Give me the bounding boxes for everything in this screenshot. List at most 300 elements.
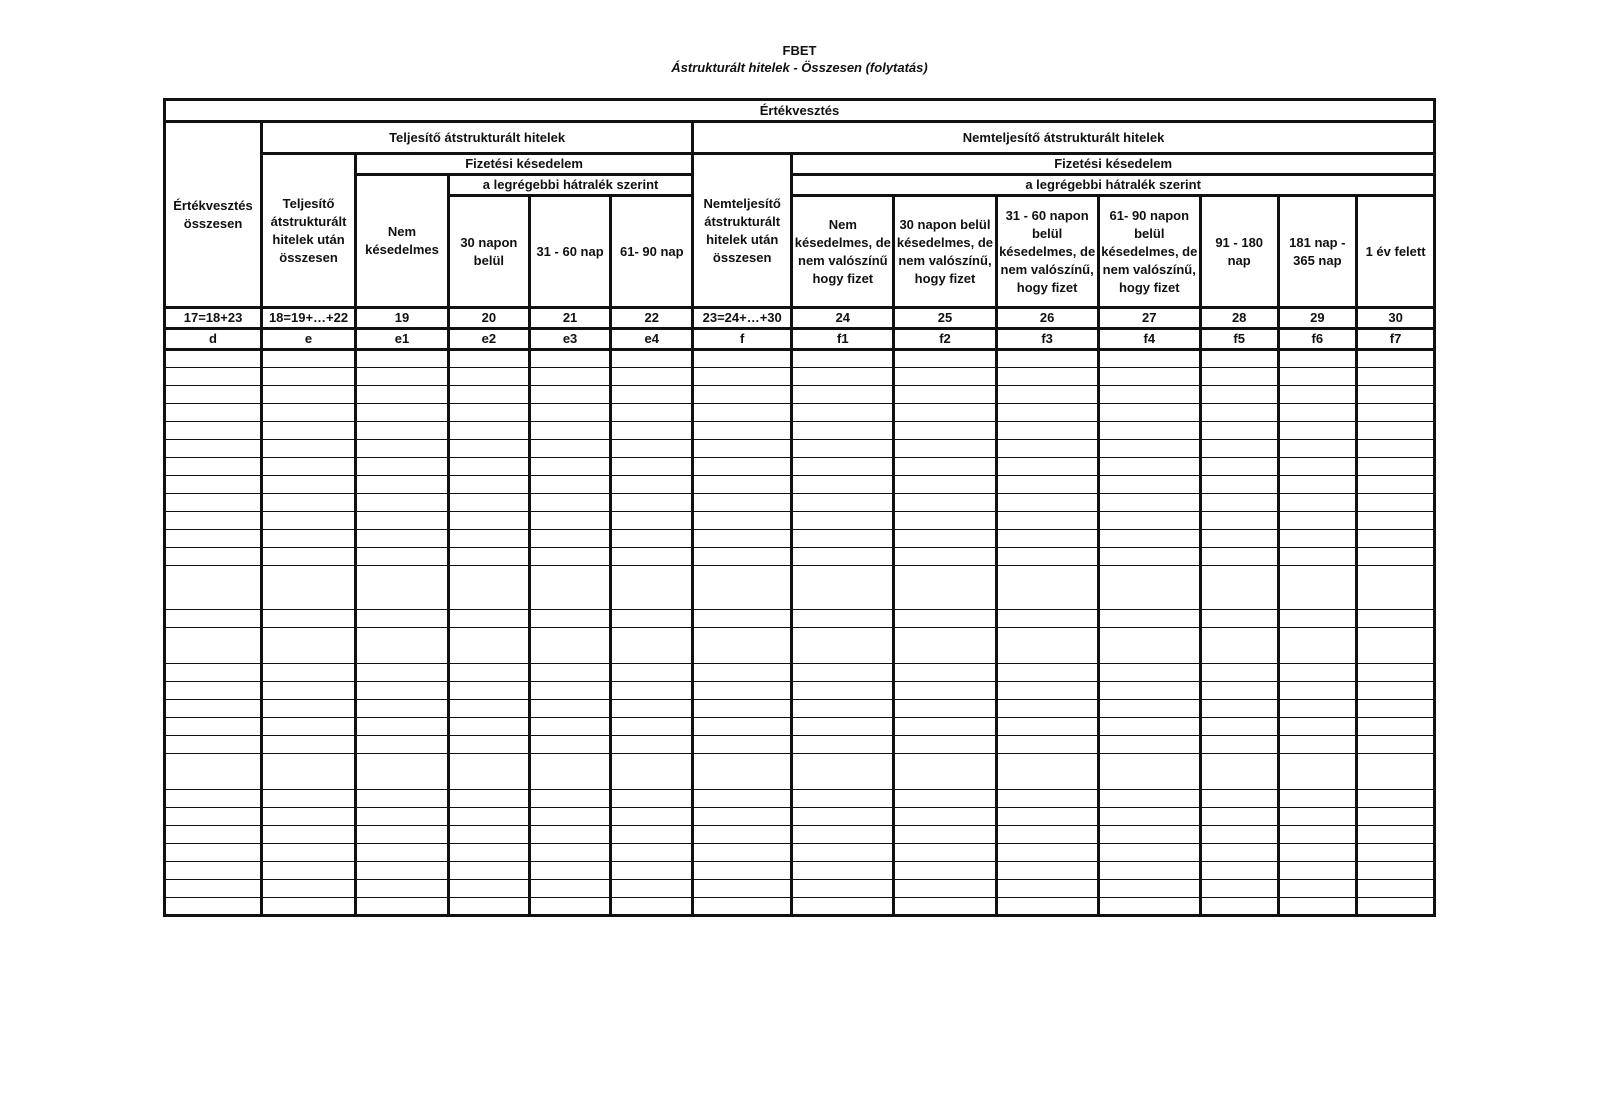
table-cell[interactable] — [449, 862, 530, 880]
table-cell[interactable] — [356, 826, 449, 844]
table-cell[interactable] — [165, 682, 262, 700]
table-cell[interactable] — [894, 862, 996, 880]
table-cell[interactable] — [693, 404, 792, 422]
table-cell[interactable] — [356, 880, 449, 898]
table-cell[interactable] — [1098, 628, 1200, 664]
table-cell[interactable] — [894, 664, 996, 682]
table-cell[interactable] — [611, 718, 693, 736]
table-cell[interactable] — [894, 736, 996, 754]
table-cell[interactable] — [996, 844, 1098, 862]
table-cell[interactable] — [693, 350, 792, 368]
table-cell[interactable] — [894, 754, 996, 790]
table-cell[interactable] — [1357, 422, 1435, 440]
table-cell[interactable] — [1200, 844, 1278, 862]
table-cell[interactable] — [1200, 664, 1278, 682]
table-cell[interactable] — [165, 494, 262, 512]
table-cell[interactable] — [1098, 530, 1200, 548]
table-cell[interactable] — [611, 530, 693, 548]
table-cell[interactable] — [1278, 610, 1357, 628]
table-cell[interactable] — [792, 494, 894, 512]
table-cell[interactable] — [262, 440, 356, 458]
table-cell[interactable] — [356, 610, 449, 628]
table-cell[interactable] — [262, 790, 356, 808]
table-cell[interactable] — [529, 844, 611, 862]
table-cell[interactable] — [1278, 808, 1357, 826]
table-cell[interactable] — [165, 718, 262, 736]
table-cell[interactable] — [449, 440, 530, 458]
table-cell[interactable] — [356, 754, 449, 790]
table-cell[interactable] — [262, 664, 356, 682]
table-cell[interactable] — [165, 628, 262, 664]
table-cell[interactable] — [1098, 422, 1200, 440]
table-cell[interactable] — [356, 350, 449, 368]
table-cell[interactable] — [1357, 386, 1435, 404]
table-cell[interactable] — [693, 826, 792, 844]
table-cell[interactable] — [529, 610, 611, 628]
table-cell[interactable] — [356, 440, 449, 458]
table-cell[interactable] — [1200, 898, 1278, 916]
table-cell[interactable] — [262, 862, 356, 880]
table-cell[interactable] — [262, 718, 356, 736]
table-cell[interactable] — [1200, 476, 1278, 494]
table-cell[interactable] — [165, 844, 262, 862]
table-cell[interactable] — [356, 566, 449, 610]
table-cell[interactable] — [1278, 422, 1357, 440]
table-cell[interactable] — [262, 458, 356, 476]
table-cell[interactable] — [356, 512, 449, 530]
table-cell[interactable] — [1098, 790, 1200, 808]
table-cell[interactable] — [1278, 404, 1357, 422]
table-cell[interactable] — [1357, 610, 1435, 628]
table-cell[interactable] — [1098, 404, 1200, 422]
table-cell[interactable] — [611, 736, 693, 754]
table-cell[interactable] — [1357, 530, 1435, 548]
table-cell[interactable] — [611, 440, 693, 458]
table-cell[interactable] — [1357, 494, 1435, 512]
table-cell[interactable] — [792, 422, 894, 440]
table-cell[interactable] — [529, 754, 611, 790]
table-cell[interactable] — [894, 898, 996, 916]
table-cell[interactable] — [262, 880, 356, 898]
table-cell[interactable] — [1200, 754, 1278, 790]
table-cell[interactable] — [449, 664, 530, 682]
table-cell[interactable] — [611, 548, 693, 566]
table-cell[interactable] — [262, 682, 356, 700]
table-cell[interactable] — [1098, 664, 1200, 682]
table-cell[interactable] — [529, 736, 611, 754]
table-cell[interactable] — [1200, 512, 1278, 530]
table-cell[interactable] — [1098, 754, 1200, 790]
table-cell[interactable] — [1278, 790, 1357, 808]
table-cell[interactable] — [356, 790, 449, 808]
table-cell[interactable] — [356, 494, 449, 512]
table-cell[interactable] — [792, 790, 894, 808]
table-cell[interactable] — [611, 458, 693, 476]
table-cell[interactable] — [996, 512, 1098, 530]
table-cell[interactable] — [693, 736, 792, 754]
table-cell[interactable] — [792, 826, 894, 844]
table-cell[interactable] — [356, 700, 449, 718]
table-cell[interactable] — [611, 808, 693, 826]
table-cell[interactable] — [894, 512, 996, 530]
table-cell[interactable] — [262, 548, 356, 566]
table-cell[interactable] — [165, 790, 262, 808]
table-cell[interactable] — [611, 682, 693, 700]
table-cell[interactable] — [996, 368, 1098, 386]
table-cell[interactable] — [165, 404, 262, 422]
table-cell[interactable] — [529, 790, 611, 808]
table-cell[interactable] — [1357, 476, 1435, 494]
table-cell[interactable] — [792, 736, 894, 754]
table-cell[interactable] — [356, 404, 449, 422]
table-cell[interactable] — [894, 422, 996, 440]
table-cell[interactable] — [529, 530, 611, 548]
table-cell[interactable] — [693, 530, 792, 548]
table-cell[interactable] — [262, 610, 356, 628]
table-cell[interactable] — [356, 530, 449, 548]
table-cell[interactable] — [894, 844, 996, 862]
table-cell[interactable] — [356, 386, 449, 404]
table-cell[interactable] — [996, 530, 1098, 548]
table-cell[interactable] — [611, 826, 693, 844]
table-cell[interactable] — [1200, 494, 1278, 512]
table-cell[interactable] — [1278, 548, 1357, 566]
table-cell[interactable] — [1200, 440, 1278, 458]
table-cell[interactable] — [693, 718, 792, 736]
table-cell[interactable] — [1200, 628, 1278, 664]
table-cell[interactable] — [356, 368, 449, 386]
table-cell[interactable] — [449, 880, 530, 898]
table-cell[interactable] — [996, 808, 1098, 826]
table-cell[interactable] — [792, 404, 894, 422]
table-cell[interactable] — [165, 440, 262, 458]
table-cell[interactable] — [529, 880, 611, 898]
table-cell[interactable] — [262, 628, 356, 664]
table-cell[interactable] — [1357, 368, 1435, 386]
table-cell[interactable] — [611, 754, 693, 790]
table-cell[interactable] — [1357, 754, 1435, 790]
table-cell[interactable] — [792, 548, 894, 566]
table-cell[interactable] — [449, 422, 530, 440]
table-cell[interactable] — [1357, 844, 1435, 862]
table-cell[interactable] — [693, 664, 792, 682]
table-cell[interactable] — [262, 754, 356, 790]
table-cell[interactable] — [449, 736, 530, 754]
table-cell[interactable] — [693, 476, 792, 494]
table-cell[interactable] — [1098, 548, 1200, 566]
table-cell[interactable] — [356, 422, 449, 440]
table-cell[interactable] — [693, 790, 792, 808]
table-cell[interactable] — [792, 718, 894, 736]
table-cell[interactable] — [1278, 476, 1357, 494]
table-cell[interactable] — [1200, 530, 1278, 548]
table-cell[interactable] — [165, 350, 262, 368]
table-cell[interactable] — [449, 530, 530, 548]
table-cell[interactable] — [529, 664, 611, 682]
table-cell[interactable] — [1200, 790, 1278, 808]
table-cell[interactable] — [1098, 718, 1200, 736]
table-cell[interactable] — [894, 350, 996, 368]
table-cell[interactable] — [1278, 736, 1357, 754]
table-cell[interactable] — [693, 494, 792, 512]
table-cell[interactable] — [165, 548, 262, 566]
table-cell[interactable] — [996, 476, 1098, 494]
table-cell[interactable] — [262, 898, 356, 916]
table-cell[interactable] — [996, 736, 1098, 754]
table-cell[interactable] — [529, 422, 611, 440]
table-cell[interactable] — [611, 422, 693, 440]
table-cell[interactable] — [1200, 736, 1278, 754]
table-cell[interactable] — [894, 790, 996, 808]
table-cell[interactable] — [529, 404, 611, 422]
table-cell[interactable] — [611, 350, 693, 368]
table-cell[interactable] — [449, 386, 530, 404]
table-cell[interactable] — [611, 880, 693, 898]
table-cell[interactable] — [449, 476, 530, 494]
table-cell[interactable] — [996, 790, 1098, 808]
table-cell[interactable] — [1098, 494, 1200, 512]
table-cell[interactable] — [1278, 494, 1357, 512]
table-cell[interactable] — [529, 628, 611, 664]
table-cell[interactable] — [611, 494, 693, 512]
table-cell[interactable] — [1098, 844, 1200, 862]
table-cell[interactable] — [996, 826, 1098, 844]
table-cell[interactable] — [1098, 350, 1200, 368]
table-cell[interactable] — [529, 898, 611, 916]
table-cell[interactable] — [1098, 862, 1200, 880]
table-cell[interactable] — [792, 386, 894, 404]
table-cell[interactable] — [165, 808, 262, 826]
table-cell[interactable] — [792, 350, 894, 368]
table-cell[interactable] — [1098, 880, 1200, 898]
table-cell[interactable] — [529, 494, 611, 512]
table-cell[interactable] — [611, 844, 693, 862]
table-cell[interactable] — [792, 368, 894, 386]
table-cell[interactable] — [262, 808, 356, 826]
table-cell[interactable] — [1278, 700, 1357, 718]
table-cell[interactable] — [693, 682, 792, 700]
table-cell[interactable] — [449, 628, 530, 664]
table-cell[interactable] — [996, 898, 1098, 916]
table-cell[interactable] — [894, 700, 996, 718]
table-cell[interactable] — [529, 476, 611, 494]
table-cell[interactable] — [1357, 700, 1435, 718]
table-cell[interactable] — [449, 548, 530, 566]
table-cell[interactable] — [1357, 898, 1435, 916]
table-cell[interactable] — [693, 610, 792, 628]
table-cell[interactable] — [1278, 880, 1357, 898]
table-cell[interactable] — [611, 862, 693, 880]
table-cell[interactable] — [1278, 898, 1357, 916]
table-cell[interactable] — [1278, 368, 1357, 386]
table-cell[interactable] — [1200, 610, 1278, 628]
table-cell[interactable] — [792, 700, 894, 718]
table-cell[interactable] — [611, 790, 693, 808]
table-cell[interactable] — [1278, 512, 1357, 530]
table-cell[interactable] — [611, 700, 693, 718]
table-cell[interactable] — [529, 512, 611, 530]
table-cell[interactable] — [262, 566, 356, 610]
table-cell[interactable] — [693, 548, 792, 566]
table-cell[interactable] — [356, 476, 449, 494]
table-cell[interactable] — [894, 566, 996, 610]
table-cell[interactable] — [996, 610, 1098, 628]
table-cell[interactable] — [165, 754, 262, 790]
table-cell[interactable] — [894, 476, 996, 494]
table-cell[interactable] — [996, 700, 1098, 718]
table-cell[interactable] — [611, 368, 693, 386]
table-cell[interactable] — [449, 700, 530, 718]
table-cell[interactable] — [693, 440, 792, 458]
table-cell[interactable] — [792, 808, 894, 826]
table-cell[interactable] — [165, 880, 262, 898]
table-cell[interactable] — [1200, 862, 1278, 880]
table-cell[interactable] — [792, 844, 894, 862]
table-cell[interactable] — [792, 566, 894, 610]
table-cell[interactable] — [165, 476, 262, 494]
table-cell[interactable] — [693, 844, 792, 862]
table-cell[interactable] — [1098, 512, 1200, 530]
table-cell[interactable] — [894, 368, 996, 386]
table-cell[interactable] — [611, 628, 693, 664]
table-cell[interactable] — [1357, 628, 1435, 664]
table-cell[interactable] — [449, 566, 530, 610]
table-cell[interactable] — [1200, 458, 1278, 476]
table-cell[interactable] — [449, 512, 530, 530]
table-cell[interactable] — [262, 844, 356, 862]
table-cell[interactable] — [529, 458, 611, 476]
table-cell[interactable] — [996, 404, 1098, 422]
table-cell[interactable] — [449, 754, 530, 790]
table-cell[interactable] — [894, 458, 996, 476]
table-cell[interactable] — [1200, 386, 1278, 404]
table-cell[interactable] — [449, 682, 530, 700]
table-cell[interactable] — [1357, 404, 1435, 422]
table-cell[interactable] — [1357, 790, 1435, 808]
table-cell[interactable] — [165, 386, 262, 404]
table-cell[interactable] — [792, 530, 894, 548]
table-cell[interactable] — [894, 548, 996, 566]
table-cell[interactable] — [1098, 898, 1200, 916]
table-cell[interactable] — [894, 440, 996, 458]
table-cell[interactable] — [262, 476, 356, 494]
table-cell[interactable] — [894, 808, 996, 826]
table-cell[interactable] — [356, 718, 449, 736]
table-cell[interactable] — [529, 440, 611, 458]
table-cell[interactable] — [1200, 548, 1278, 566]
table-cell[interactable] — [1357, 664, 1435, 682]
table-cell[interactable] — [1200, 422, 1278, 440]
table-cell[interactable] — [262, 494, 356, 512]
table-cell[interactable] — [1278, 458, 1357, 476]
table-cell[interactable] — [1278, 664, 1357, 682]
table-cell[interactable] — [529, 826, 611, 844]
table-cell[interactable] — [996, 386, 1098, 404]
table-cell[interactable] — [894, 880, 996, 898]
table-cell[interactable] — [1200, 682, 1278, 700]
table-cell[interactable] — [693, 898, 792, 916]
table-cell[interactable] — [1200, 700, 1278, 718]
table-cell[interactable] — [262, 350, 356, 368]
table-cell[interactable] — [792, 898, 894, 916]
table-cell[interactable] — [693, 368, 792, 386]
table-cell[interactable] — [165, 368, 262, 386]
table-cell[interactable] — [611, 664, 693, 682]
table-cell[interactable] — [1278, 530, 1357, 548]
table-cell[interactable] — [894, 682, 996, 700]
table-cell[interactable] — [1278, 440, 1357, 458]
table-cell[interactable] — [792, 440, 894, 458]
table-cell[interactable] — [262, 826, 356, 844]
table-cell[interactable] — [996, 664, 1098, 682]
table-cell[interactable] — [611, 566, 693, 610]
table-cell[interactable] — [996, 494, 1098, 512]
table-cell[interactable] — [356, 628, 449, 664]
table-cell[interactable] — [1200, 350, 1278, 368]
table-cell[interactable] — [894, 610, 996, 628]
table-cell[interactable] — [996, 566, 1098, 610]
table-cell[interactable] — [165, 458, 262, 476]
table-cell[interactable] — [1098, 368, 1200, 386]
table-cell[interactable] — [165, 664, 262, 682]
table-cell[interactable] — [693, 566, 792, 610]
table-cell[interactable] — [449, 844, 530, 862]
table-cell[interactable] — [165, 530, 262, 548]
table-cell[interactable] — [1357, 440, 1435, 458]
table-cell[interactable] — [262, 404, 356, 422]
table-cell[interactable] — [449, 494, 530, 512]
table-cell[interactable] — [611, 386, 693, 404]
table-cell[interactable] — [996, 628, 1098, 664]
table-cell[interactable] — [792, 512, 894, 530]
table-cell[interactable] — [165, 566, 262, 610]
table-cell[interactable] — [165, 610, 262, 628]
table-cell[interactable] — [529, 548, 611, 566]
table-cell[interactable] — [996, 350, 1098, 368]
table-cell[interactable] — [449, 458, 530, 476]
table-cell[interactable] — [611, 512, 693, 530]
table-cell[interactable] — [792, 880, 894, 898]
table-cell[interactable] — [1278, 566, 1357, 610]
table-cell[interactable] — [356, 548, 449, 566]
table-cell[interactable] — [165, 700, 262, 718]
table-cell[interactable] — [1098, 566, 1200, 610]
table-cell[interactable] — [1200, 566, 1278, 610]
table-cell[interactable] — [996, 754, 1098, 790]
table-cell[interactable] — [693, 880, 792, 898]
table-cell[interactable] — [1098, 808, 1200, 826]
table-cell[interactable] — [611, 404, 693, 422]
table-cell[interactable] — [529, 718, 611, 736]
table-cell[interactable] — [1278, 350, 1357, 368]
table-cell[interactable] — [792, 628, 894, 664]
table-cell[interactable] — [449, 368, 530, 386]
table-cell[interactable] — [693, 808, 792, 826]
table-cell[interactable] — [262, 512, 356, 530]
table-cell[interactable] — [165, 422, 262, 440]
table-cell[interactable] — [894, 494, 996, 512]
table-cell[interactable] — [1098, 458, 1200, 476]
table-cell[interactable] — [529, 386, 611, 404]
table-cell[interactable] — [1200, 826, 1278, 844]
table-cell[interactable] — [611, 476, 693, 494]
table-cell[interactable] — [1357, 566, 1435, 610]
table-cell[interactable] — [356, 898, 449, 916]
table-cell[interactable] — [693, 754, 792, 790]
table-cell[interactable] — [1098, 736, 1200, 754]
table-cell[interactable] — [449, 790, 530, 808]
table-cell[interactable] — [1200, 368, 1278, 386]
